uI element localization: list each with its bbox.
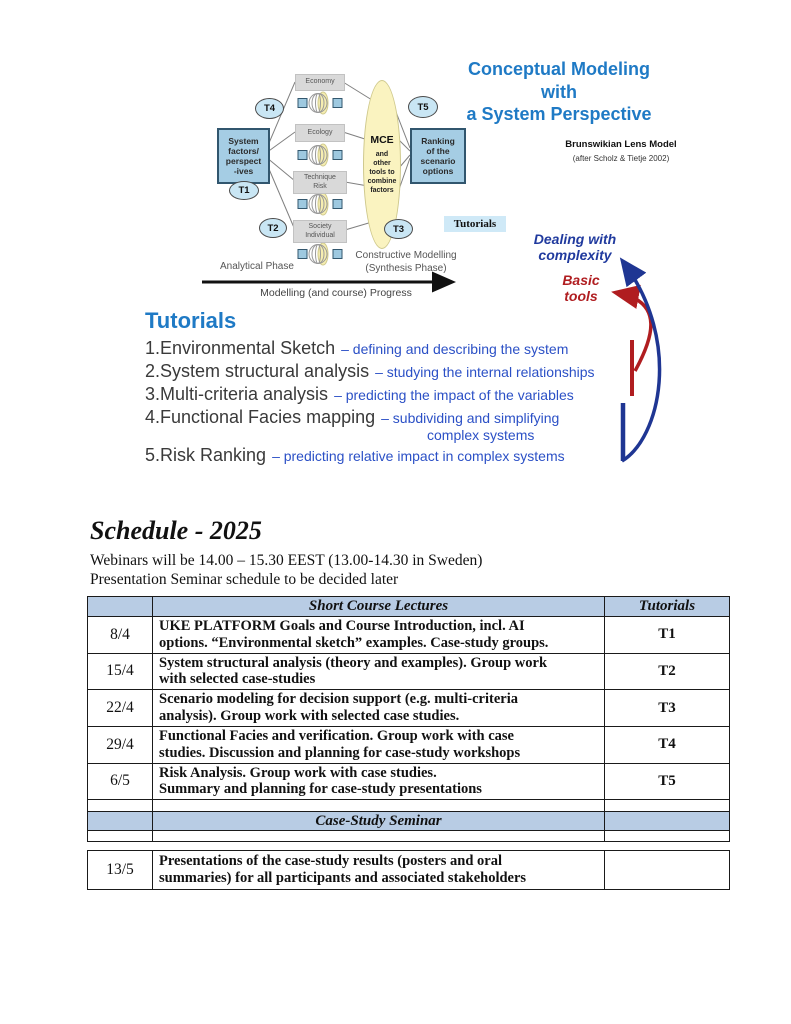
tutorial-cell: T1 [605, 617, 730, 654]
schedule-heading: Schedule - 2025 [90, 516, 262, 545]
tutorial-cell [605, 851, 730, 890]
tutorial-item-4: 4.Functional Facies mapping – subdividing and simplifying complex systems [145, 407, 560, 443]
lecture-cell: Presentations of the case-study results (posters and oral summaries) for all participants and associated stakeholders [153, 851, 605, 890]
lecture-cell: System structural analysis (theory and examples). Group work with selected case-studies [153, 653, 605, 690]
model-attribution: Brunswikian Lens Model (after Scholz & Tietje 2002) [565, 139, 677, 163]
tutorial-item-3: 3.Multi-criteria analysis – predicting the impact of the variables [145, 384, 574, 404]
factor-society-individual: Society Individual [293, 220, 347, 243]
tutorial-circle-t1: T1 [229, 181, 259, 200]
table-row [88, 653, 730, 690]
basic-tools-label: Basic tools [562, 272, 600, 305]
analytical-phase-label: Analytical Phase [220, 261, 294, 272]
date-cell: 22/4 [88, 690, 153, 727]
tutorial-item-2: 2.System structural analysis – studying the internal relationships [145, 361, 595, 381]
lecture-cell: Risk Analysis. Group work with case studies. Summary and planning for case-study presentations [153, 763, 605, 800]
date-cell: 15/4 [88, 653, 153, 690]
empty-row [88, 800, 730, 812]
constructive-modelling-label: Constructive Modelling (Synthesis Phase) [355, 250, 457, 274]
seminar-header-cell: Case-Study Seminar [153, 812, 605, 831]
system-factors-box: System factors/ perspect -ives [217, 128, 270, 184]
date-cell: 13/5 [88, 851, 153, 890]
table-header-row [88, 597, 730, 617]
schedule-seminar-note: Presentation Seminar schedule to be decided later [90, 570, 399, 588]
progress-arrow-label: Modelling (and course) Progress [260, 287, 412, 299]
table-row [88, 763, 730, 800]
tutorial-cell: T2 [605, 653, 730, 690]
table-row [88, 690, 730, 727]
tutorials-heading: Tutorials [145, 308, 237, 333]
date-cell: 8/4 [88, 617, 153, 654]
lecture-cell: UKE PLATFORM Goals and Course Introduction, incl. AI options. “Environmental sketch” examples. Case-study groups. [153, 617, 605, 654]
mce-ellipse: MCE and other tools to combine factors [363, 80, 401, 249]
tutorial-circle-t5: T5 [408, 96, 438, 118]
diagram-title: Conceptual Modeling with a System Perspective [466, 59, 652, 124]
tutorial-cell: T5 [605, 763, 730, 800]
table-row [88, 851, 730, 890]
final-presentation-table [87, 850, 730, 890]
tutorial-cell: T4 [605, 726, 730, 763]
header-tutorials-cell: Tutorials [605, 597, 730, 617]
empty-row [88, 831, 730, 842]
table-row [88, 617, 730, 654]
lecture-cell: Scenario modeling for decision support (e.g. multi-criteria analysis). Group work with selected case studies. [153, 690, 605, 727]
schedule-webinar-note: Webinars will be 14.00 – 15.30 EEST (13.00-14.30 in Sweden) [90, 552, 483, 569]
lecture-cell: Functional Facies and verification. Group work with case studies. Discussion and planning for case-study workshops [153, 726, 605, 763]
lens-model-diagram [0, 0, 791, 505]
table-gap [87, 842, 731, 850]
date-cell: 29/4 [88, 726, 153, 763]
table-row [88, 726, 730, 763]
factor-technique-risk: Technique Risk [293, 171, 347, 194]
dealing-with-complexity-label: Dealing with complexity [533, 231, 617, 264]
tutorial-circle-t3: T3 [384, 219, 413, 239]
tutorial-circle-t4: T4 [255, 98, 284, 119]
schedule-table [87, 596, 731, 890]
seminar-header-row [88, 812, 730, 831]
schedule-section [90, 516, 482, 589]
tutorials-list [145, 308, 645, 466]
ranking-box: Ranking of the scenario options [410, 128, 466, 184]
factor-economy: Economy [295, 74, 345, 91]
factor-ecology: Ecology [295, 124, 345, 142]
header-lectures-cell: Short Course Lectures [153, 597, 605, 617]
lectures-table [87, 596, 730, 842]
tutorials-tag: Tutorials [444, 216, 506, 232]
date-cell: 6/5 [88, 763, 153, 800]
tutorial-cell: T3 [605, 690, 730, 727]
header-date-cell [88, 597, 153, 617]
tutorial-item-1: 1.Environmental Sketch – defining and describing the system [145, 338, 569, 358]
tutorial-circle-t2: T2 [259, 218, 287, 238]
tutorial-item-5: 5.Risk Ranking – predicting relative impact in complex systems [145, 445, 565, 466]
